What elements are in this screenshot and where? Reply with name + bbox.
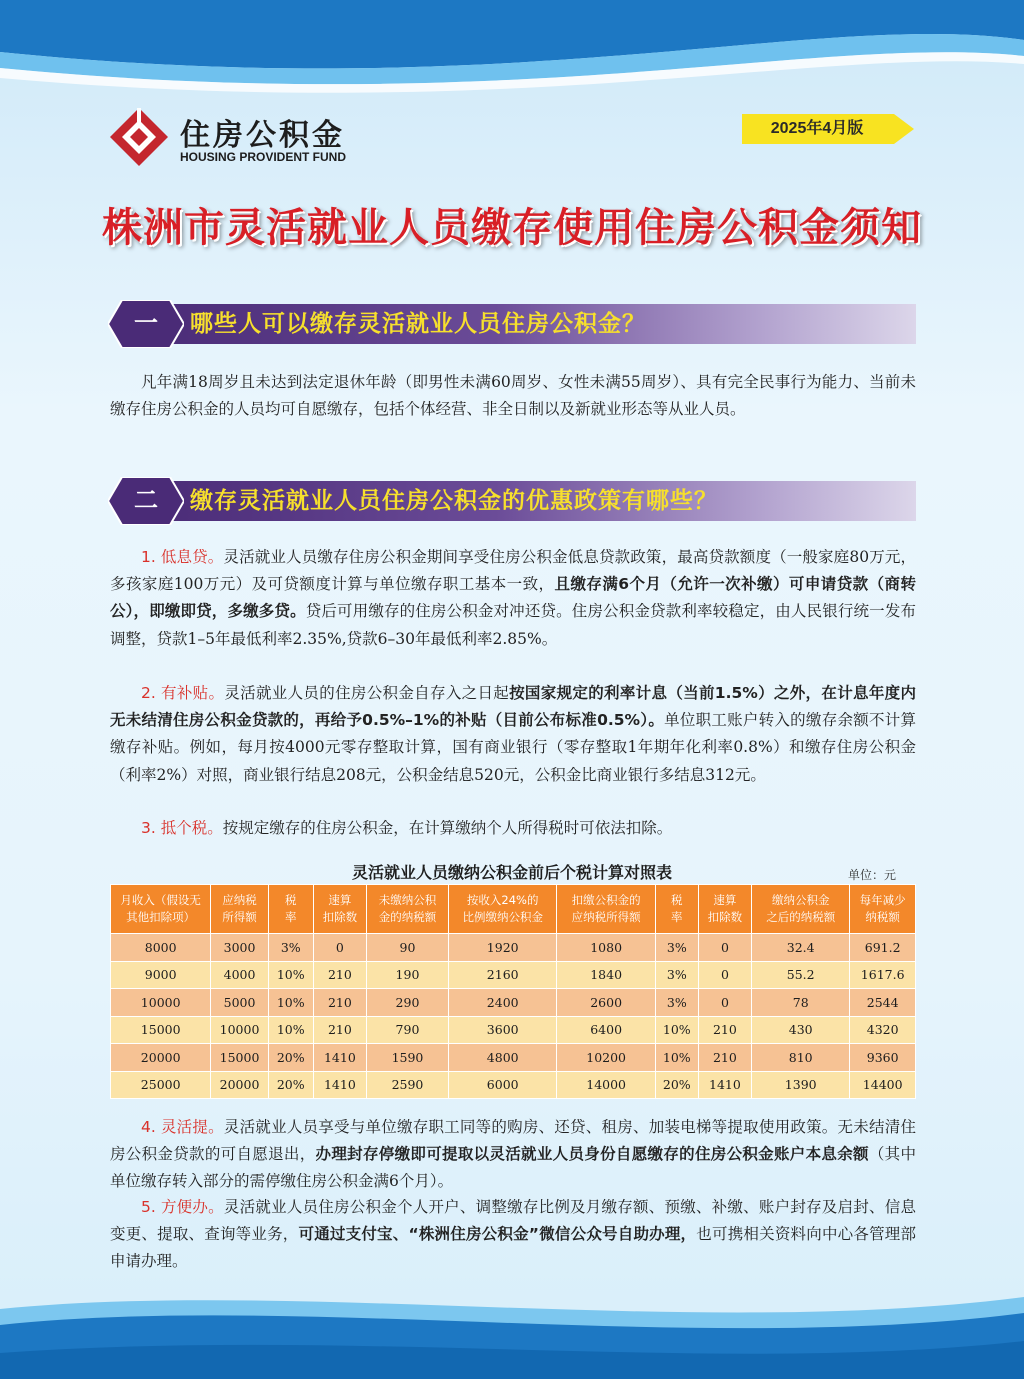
header-line: 按收入24%的: [466, 893, 539, 907]
header-line: 速算: [713, 893, 737, 907]
table-cell: 3000: [211, 934, 268, 962]
header-line: 之后的纳税额: [766, 910, 836, 924]
policy-item-4: [110, 1114, 916, 1196]
header-line: 所得额: [222, 910, 257, 924]
table-header-cell: [655, 885, 698, 934]
header-line: 纳税额: [865, 910, 900, 924]
table-cell: 1080: [557, 934, 655, 962]
table-cell: 0: [698, 961, 751, 989]
table-cell: 0: [698, 989, 751, 1017]
table-cell: 10%: [655, 1016, 698, 1044]
table-cell: 9000: [111, 961, 211, 989]
header-line: 缴纳公积金: [771, 893, 830, 907]
policy-item-2: [110, 680, 916, 789]
section-2-header: [108, 477, 916, 525]
header-line: 扣缴公积金的: [571, 893, 641, 907]
table-cell: 2160: [448, 961, 557, 989]
table-cell: 10000: [211, 1016, 268, 1044]
header-line: 率: [284, 910, 297, 924]
table-cell: 10%: [268, 1016, 313, 1044]
table-cell: 8000: [111, 934, 211, 962]
table-cell: 210: [698, 1016, 751, 1044]
policy-text: 单位职工账户转入的缴存余额不计算缴存补贴。例如，每月按4000元零存整取计算，国有商业银行（零存整取1年期年化利率0.8%）和缴存住房公积金（利率2%）对照，商业银行结息208元，公积金结息520元，公积金比商业银行多结息312元。: [110, 711, 916, 784]
table-cell: 15000: [211, 1044, 268, 1072]
section-heading: 哪些人可以缴存灵活就业人员住房公积金？: [190, 311, 646, 337]
policy-bold-text: 且缴存满6个月（允许一次补缴）可申请贷款（商转公），即缴即贷，多缴多贷。: [110, 575, 916, 621]
table-header-cell: [448, 885, 557, 934]
policy-item-5: [110, 1194, 916, 1276]
table-cell: 10000: [111, 989, 211, 1017]
table-header-cell: [557, 885, 655, 934]
table-cell: 3600: [448, 1016, 557, 1044]
section-number-badge: [108, 300, 184, 348]
table-cell: 2400: [448, 989, 557, 1017]
section-number: 二: [134, 486, 158, 514]
policy-text: （其中单位缴存转入部分的需停缴住房公积金满6个月）。: [110, 1145, 916, 1191]
table-cell: 290: [367, 989, 449, 1017]
table-cell: 6000: [448, 1071, 557, 1099]
table-cell: 1617.6: [850, 961, 916, 989]
table-cell: 10%: [268, 961, 313, 989]
table-cell: 3%: [268, 934, 313, 962]
table-header-cell: [211, 885, 268, 934]
table-cell: 25000: [111, 1071, 211, 1099]
table-cell: 90: [367, 934, 449, 962]
table-cell: 14400: [850, 1071, 916, 1099]
policy-label: 1. 低息贷。: [141, 548, 224, 566]
table-cell: 14000: [557, 1071, 655, 1099]
table-cell: 430: [752, 1016, 850, 1044]
header-line: 率: [671, 910, 683, 924]
table-cell: 190: [367, 961, 449, 989]
header-line: 月收入（假设无: [120, 893, 201, 907]
table-cell: 1840: [557, 961, 655, 989]
table-row: [111, 934, 916, 962]
table-cell: 2600: [557, 989, 655, 1017]
table-cell: 210: [313, 1016, 366, 1044]
header-line: 应纳税所得额: [571, 910, 641, 924]
header-line: 其他扣除项）: [126, 910, 196, 924]
table-cell: 3%: [655, 989, 698, 1017]
table-cell: 1920: [448, 934, 557, 962]
table-row: [111, 961, 916, 989]
table-cell: 6400: [557, 1016, 655, 1044]
policy-text: 贷后可用缴存的住房公积金对冲还贷。住房公积金贷款利率较稳定，由人民银行统一发布调整，贷款1–5年最低利率2.35%,贷款6–30年最低利率2.85%。: [110, 602, 916, 648]
table-cell: 210: [313, 989, 366, 1017]
table-header-cell: [850, 885, 916, 934]
policy-text: 灵活就业人员缴存住房公积金期间享受住房公积金低息贷款政策，最高贷款额度（一般家庭80万元，多孩家庭100万元）及可贷额度计算与单位缴存职工基本一致，: [110, 548, 916, 594]
policy-label: 4. 灵活提。: [141, 1118, 224, 1136]
table-cell: 78: [752, 989, 850, 1017]
table-cell: 5000: [211, 989, 268, 1017]
header-line: 比例缴纳公积金: [462, 910, 543, 924]
table-row: [111, 1016, 916, 1044]
header-line: 扣除数: [707, 910, 743, 924]
table-cell: 790: [367, 1016, 449, 1044]
policy-item-3: [110, 815, 916, 842]
table-cell: 210: [313, 961, 366, 989]
table-unit: 单位：元: [848, 868, 897, 882]
tax-comparison-table: [110, 884, 916, 1099]
header-line: 应纳税: [222, 893, 257, 907]
table-cell: 20%: [655, 1071, 698, 1099]
section-heading: 缴存灵活就业人员住房公积金的优惠政策有哪些？: [190, 488, 718, 514]
table-cell: 55.2: [752, 961, 850, 989]
section-number: 一: [134, 309, 158, 337]
table-cell: 1410: [313, 1044, 366, 1072]
table-cell: 3%: [655, 961, 698, 989]
table-cell: 10%: [268, 989, 313, 1017]
top-wave-decoration: [0, 0, 1024, 120]
table-cell: 1410: [698, 1071, 751, 1099]
brand-name: 住房公积金: [180, 118, 345, 153]
policy-text: 灵活就业人员住房公积金个人开户、调整缴存比例及月缴存额、预缴、补缴、账户封存及启封、信息变更、提取、查询等业务，: [110, 1198, 916, 1244]
header-line: 速算: [328, 893, 352, 907]
header-line: 税: [284, 893, 297, 907]
table-cell: 691.2: [850, 934, 916, 962]
header-line: 未缴纳公积: [378, 893, 437, 907]
table-cell: 1410: [313, 1071, 366, 1099]
policy-label: 5. 方便办。: [141, 1198, 224, 1216]
table-cell: 2544: [850, 989, 916, 1017]
table-header-cell: [313, 885, 366, 934]
table-row: [111, 1044, 916, 1072]
header-line: 每年减少: [859, 893, 906, 907]
table-cell: 2590: [367, 1071, 449, 1099]
page-title: 株洲市灵活就业人员缴存使用住房公积金须知: [102, 204, 922, 251]
policy-bold-text: 按国家规定的利率计息（当前1.5%）之外，在计息年度内无未结清住房公积金贷款的，再给予0.5%–1%的补贴（目前公布标准0.5%）。: [110, 684, 916, 730]
policy-text: 也可携相关资料向中心各管理部申请办理。: [110, 1225, 916, 1271]
table-row: [111, 1071, 916, 1099]
table-cell: 10%: [655, 1044, 698, 1072]
table-header-cell: [752, 885, 850, 934]
table-cell: 20000: [111, 1044, 211, 1072]
section-number-badge: [108, 477, 184, 525]
policy-bold-text: 办理封存停缴即可提取以灵活就业人员身份自愿缴存的住房公积金账户本息余额: [315, 1145, 869, 1164]
table-cell: 1390: [752, 1071, 850, 1099]
policy-bold-text: 可通过支付宝、“株洲住房公积金”微信公众号自助办理，: [298, 1225, 697, 1244]
table-header-cell: [367, 885, 449, 934]
table-cell: 20%: [268, 1044, 313, 1072]
table-cell: 20%: [268, 1071, 313, 1099]
table-cell: 810: [752, 1044, 850, 1072]
bottom-wave-decoration: [0, 1279, 1024, 1379]
table-cell: 20000: [211, 1071, 268, 1099]
table-row: [111, 989, 916, 1017]
housing-fund-logo-icon: [108, 106, 170, 168]
table-cell: 4320: [850, 1016, 916, 1044]
policy-text: 按规定缴存的住房公积金，在计算缴纳个人所得税时可依法扣除。: [222, 819, 673, 837]
table-cell: 0: [313, 934, 366, 962]
section-1-body: 凡年满18周岁且未达到法定退休年龄（即男性未满60周岁、女性未满55周岁）、具有完全民事行为能力、当前未缴存住房公积金的人员均可自愿缴存，包括个体经营、非全日制以及新就业形态等从业人员。: [110, 373, 916, 419]
section-1-header: [108, 300, 916, 348]
table-title: 灵活就业人员缴纳公积金前后个税计算对照表: [351, 863, 672, 882]
table-cell: 1590: [367, 1044, 449, 1072]
header-line: 金的纳税额: [378, 910, 437, 924]
policy-text: 灵活就业人员的住房公积金自存入之日起: [224, 684, 510, 702]
brand-name-english: HOUSING PROVIDENT FUND: [180, 150, 347, 164]
table-cell: 4800: [448, 1044, 557, 1072]
table-cell: 4000: [211, 961, 268, 989]
table-header-cell: [698, 885, 751, 934]
table-header-cell: [111, 885, 211, 934]
header-line: 税: [671, 893, 683, 907]
table-header-cell: [268, 885, 313, 934]
table-cell: 9360: [850, 1044, 916, 1072]
policy-label: 2. 有补贴。: [141, 684, 225, 702]
policy-label: 3. 抵个税。: [141, 819, 223, 837]
policy-item-1: [110, 544, 916, 653]
table-cell: 3%: [655, 934, 698, 962]
table-header-row: [111, 885, 916, 934]
edition-label: 2025年4月版: [770, 120, 864, 137]
table-cell: 10200: [557, 1044, 655, 1072]
table-cell: 210: [698, 1044, 751, 1072]
header-line: 扣除数: [322, 910, 358, 924]
policy-text: 灵活就业人员享受与单位缴存职工同等的购房、还贷、租房、加装电梯等提取使用政策。无未结清住房公积金贷款的可自愿退出，: [110, 1118, 916, 1164]
table-cell: 32.4: [752, 934, 850, 962]
table-cell: 0: [698, 934, 751, 962]
table-cell: 15000: [111, 1016, 211, 1044]
